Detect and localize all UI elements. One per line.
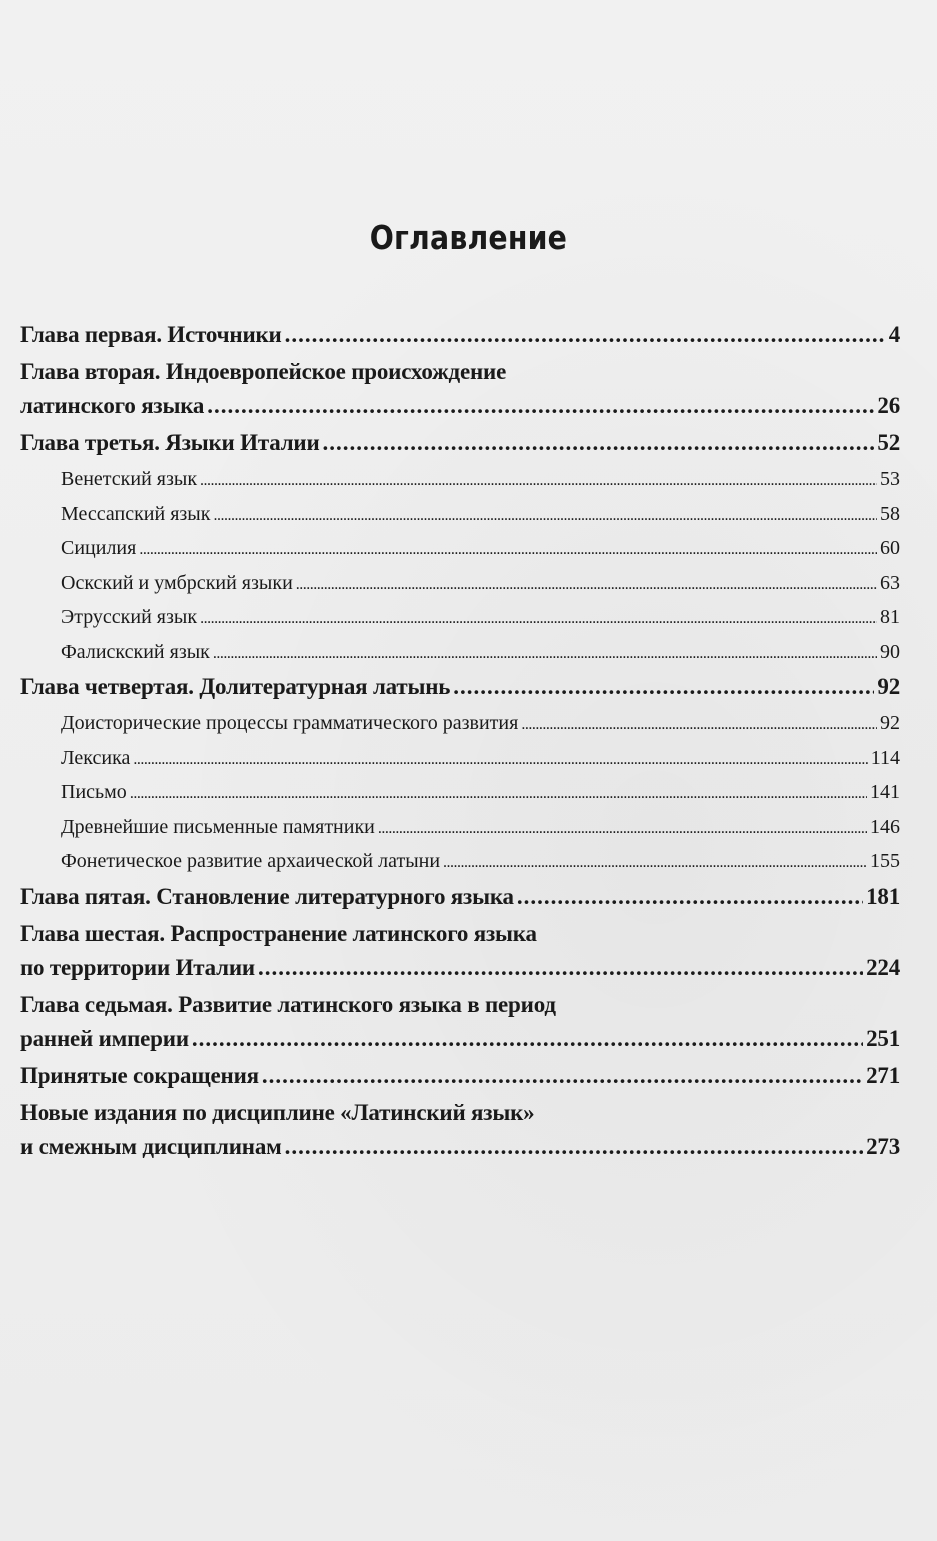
toc-page-number: 155 — [870, 850, 900, 872]
toc-entry[interactable] — [20, 426, 900, 460]
toc-page-number: 60 — [880, 537, 900, 559]
toc-new-editions — [20, 1096, 900, 1164]
dot-leader — [296, 568, 877, 602]
toc-section-label: Этрусский язык — [61, 606, 198, 628]
toc-page-number: 146 — [870, 815, 900, 838]
toc-page-number: 52 — [877, 430, 900, 455]
toc-entry-label: ранней империи — [20, 1025, 189, 1051]
dot-leader — [200, 602, 877, 636]
toc-section[interactable] — [20, 463, 900, 498]
toc-page-number: 141 — [870, 781, 900, 803]
toc-chapter-4 — [20, 670, 900, 704]
dot-leader — [517, 880, 863, 914]
toc-entry-label: и смежным дисциплинам — [20, 1133, 282, 1159]
toc-entry[interactable] — [20, 1130, 900, 1164]
toc-section[interactable] — [20, 567, 900, 602]
toc-section[interactable] — [20, 636, 900, 671]
toc-chapter-5 — [20, 880, 900, 914]
toc-page-number: 273 — [866, 1133, 900, 1159]
dot-leader — [285, 1130, 863, 1164]
toc-entry[interactable] — [20, 318, 900, 352]
toc-section-label: Фалискский язык — [61, 640, 210, 663]
toc-section[interactable] — [20, 601, 900, 636]
dot-leader — [258, 951, 863, 985]
toc-entry-label: Принятые сокращения — [20, 1062, 259, 1088]
dot-leader — [213, 637, 877, 671]
dot-leader — [262, 1059, 863, 1093]
dot-leader — [133, 743, 867, 777]
toc-entry-line: Глава вторая. Индоевропейское происхождение — [20, 359, 507, 384]
toc-page-number: 181 — [866, 883, 900, 909]
toc-section-label: Оскский и умбрский языки — [61, 571, 293, 594]
toc-page-number: 58 — [880, 502, 900, 525]
dot-leader — [207, 389, 874, 423]
toc-entry[interactable] — [20, 670, 900, 704]
toc-entry-label: по территории Италии — [20, 954, 255, 980]
dot-leader — [130, 777, 867, 811]
dot-leader — [323, 426, 875, 460]
toc-chapter-2 — [20, 355, 900, 423]
toc-abbreviations — [20, 1059, 900, 1093]
dot-leader — [443, 846, 867, 880]
toc-section-label: Древнейшие письменные памятники — [61, 815, 375, 838]
toc-chapter-6 — [20, 917, 900, 985]
toc-section-label: Сицилия — [61, 537, 137, 559]
dot-leader — [192, 1022, 863, 1056]
toc-page-number: 53 — [880, 468, 900, 490]
toc-page-number: 26 — [877, 393, 900, 418]
dot-leader — [285, 318, 886, 352]
toc-section[interactable] — [20, 811, 900, 846]
table-of-contents — [20, 318, 900, 1167]
toc-page-number: 4 — [888, 322, 900, 347]
toc-page-number: 224 — [866, 954, 900, 980]
toc-section[interactable] — [20, 498, 900, 533]
toc-page-number: 92 — [880, 712, 900, 734]
toc-section[interactable] — [20, 742, 900, 777]
page-title: Оглавление — [369, 218, 568, 257]
toc-section-label: Доисторические процессы грамматического развития — [61, 712, 519, 734]
toc-section[interactable] — [20, 532, 900, 567]
toc-entry-label: Глава третья. Языки Италии — [20, 430, 320, 455]
toc-entry-line: Глава шестая. Распространение латинского языка — [20, 920, 537, 946]
toc-page-number: 92 — [877, 674, 900, 699]
toc-entry-label: Глава первая. Источники — [20, 322, 282, 347]
dot-leader — [453, 670, 874, 704]
toc-section-label: Венетский язык — [61, 468, 198, 490]
toc-section[interactable] — [20, 845, 900, 880]
toc-chapter-1 — [20, 318, 900, 352]
toc-chapter-3 — [20, 426, 900, 460]
toc-section-label: Фонетическое развитие архаической латыни — [61, 850, 441, 872]
toc-entry-label: Глава четвертая. Долитературная латынь — [20, 674, 451, 699]
toc-section-label: Лексика — [61, 746, 131, 769]
toc-entry[interactable] — [20, 389, 900, 423]
dot-leader — [139, 533, 877, 567]
toc-page-number: 251 — [866, 1025, 900, 1051]
toc-entry-line: Новые издания по дисциплине «Латинский язык» — [20, 1099, 535, 1125]
toc-entry[interactable] — [20, 951, 900, 985]
toc-entry-line: Глава седьмая. Развитие латинского языка в период — [20, 991, 556, 1017]
toc-page-number: 90 — [880, 640, 900, 663]
dot-leader — [521, 708, 877, 742]
toc-page-number: 271 — [866, 1062, 900, 1088]
toc-entry-label: латинского языка — [20, 393, 205, 418]
toc-page-number: 114 — [870, 746, 900, 769]
toc-chapter-7 — [20, 988, 900, 1056]
toc-section[interactable] — [20, 707, 900, 742]
toc-entry-label: Глава пятая. Становление литературного языка — [20, 883, 514, 909]
dot-leader — [378, 812, 867, 846]
toc-section-label: Мессапский язык — [61, 502, 211, 525]
toc-section-label: Письмо — [61, 781, 127, 803]
toc-section[interactable] — [20, 776, 900, 811]
toc-page-number: 63 — [880, 571, 900, 594]
dot-leader — [200, 464, 877, 498]
toc-entry[interactable] — [20, 1022, 900, 1056]
toc-entry[interactable] — [20, 1059, 900, 1093]
toc-entry[interactable] — [20, 880, 900, 914]
dot-leader — [213, 499, 877, 533]
toc-page-number: 81 — [880, 606, 900, 628]
